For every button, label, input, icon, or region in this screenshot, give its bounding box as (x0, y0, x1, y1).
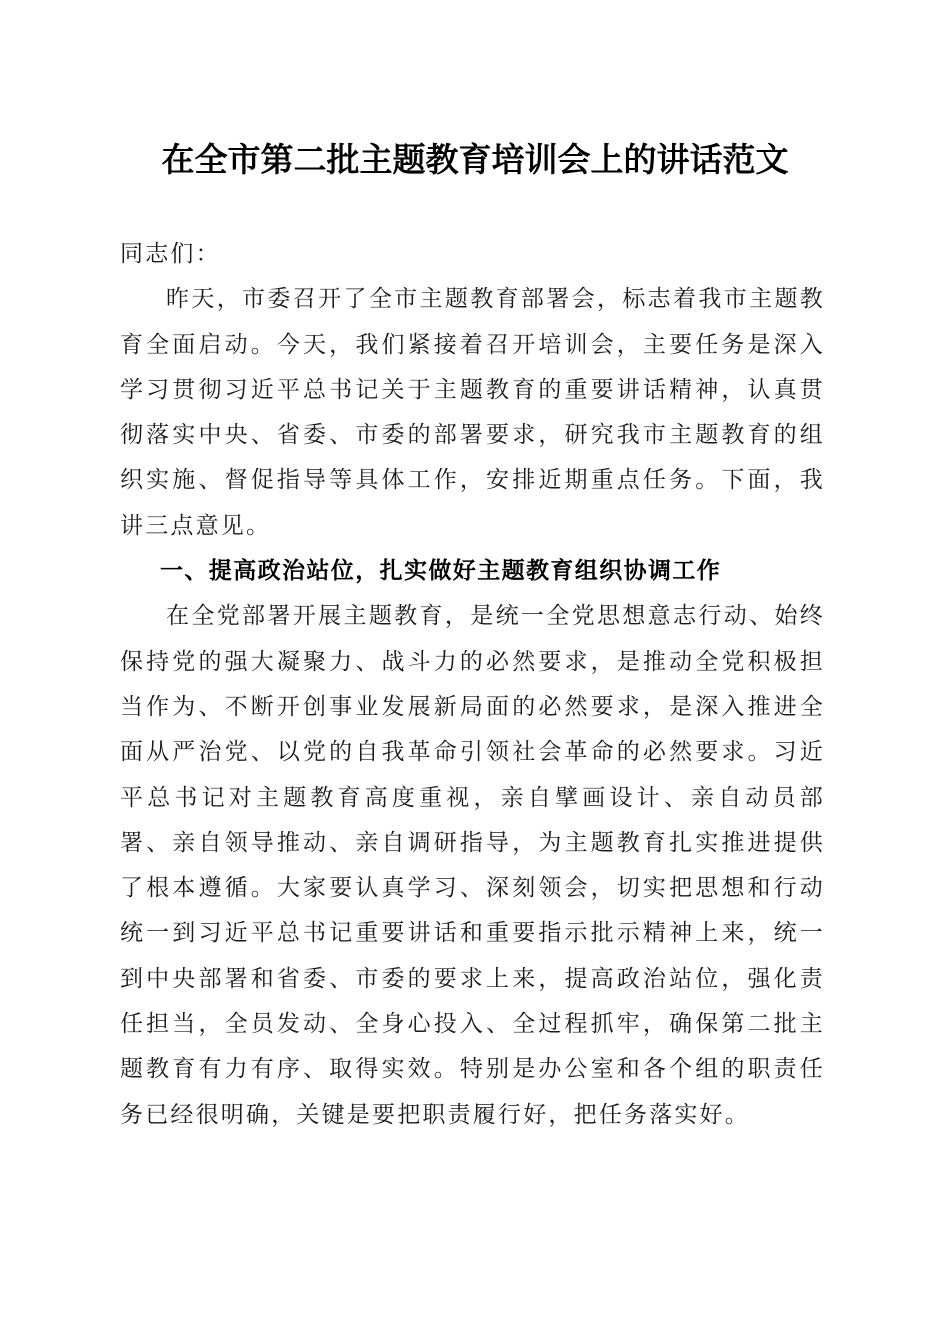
section-1-heading: 一、提高政治站位，扎实做好主题教育组织协调工作 (160, 558, 722, 585)
document-title: 在全市第二批主题教育培训会上的讲话范文 (161, 140, 789, 179)
salutation: 同志们： (120, 241, 221, 267)
intro-paragraph: 昨天，市委召开了全市主题教育部署会，标志着我市主题教育全面启动。今天，我们紧接着召开培训会，主要任务是深入学习贯彻习近平总书记关于主题教育的重要讲话精神，认真贯彻落实中央、省委、市委的部署要求，研究我市主题教育的组织实施、督促指导等具体工作，安排近期重点任务。下面，我讲三点意见。 (120, 286, 825, 539)
section-1-paragraph: 在全党部署开展主题教育，是统一全党思想意志行动、始终保持党的强大凝聚力、战斗力的必然要求，是推动全党积极担当作为、不断开创事业发展新局面的必然要求，是深入推进全面从严治党、以党的自我革命引领社会革命的必然要求。习近平总书记对主题教育高度重视，亲自擘画设计、亲自动员部署、亲自领导推动、亲自调研指导，为主题教育扎实推进提供了根本遵循。大家要认真学习、深刻领会，切实把思想和行动统一到习近平总书记重要讲话和重要指示批示精神上来，统一到中央部署和省委、市委的要求上来，提高政治站位，强化责任担当，全员发动、全身心投入、全过程抓牢，确保第二批主题教育有力有序、取得实效。特别是办公室和各个组的职责任务已经很明确，关键是要把职责履行好，把任务落实好。 (120, 603, 825, 1128)
document-body (120, 232, 825, 1138)
